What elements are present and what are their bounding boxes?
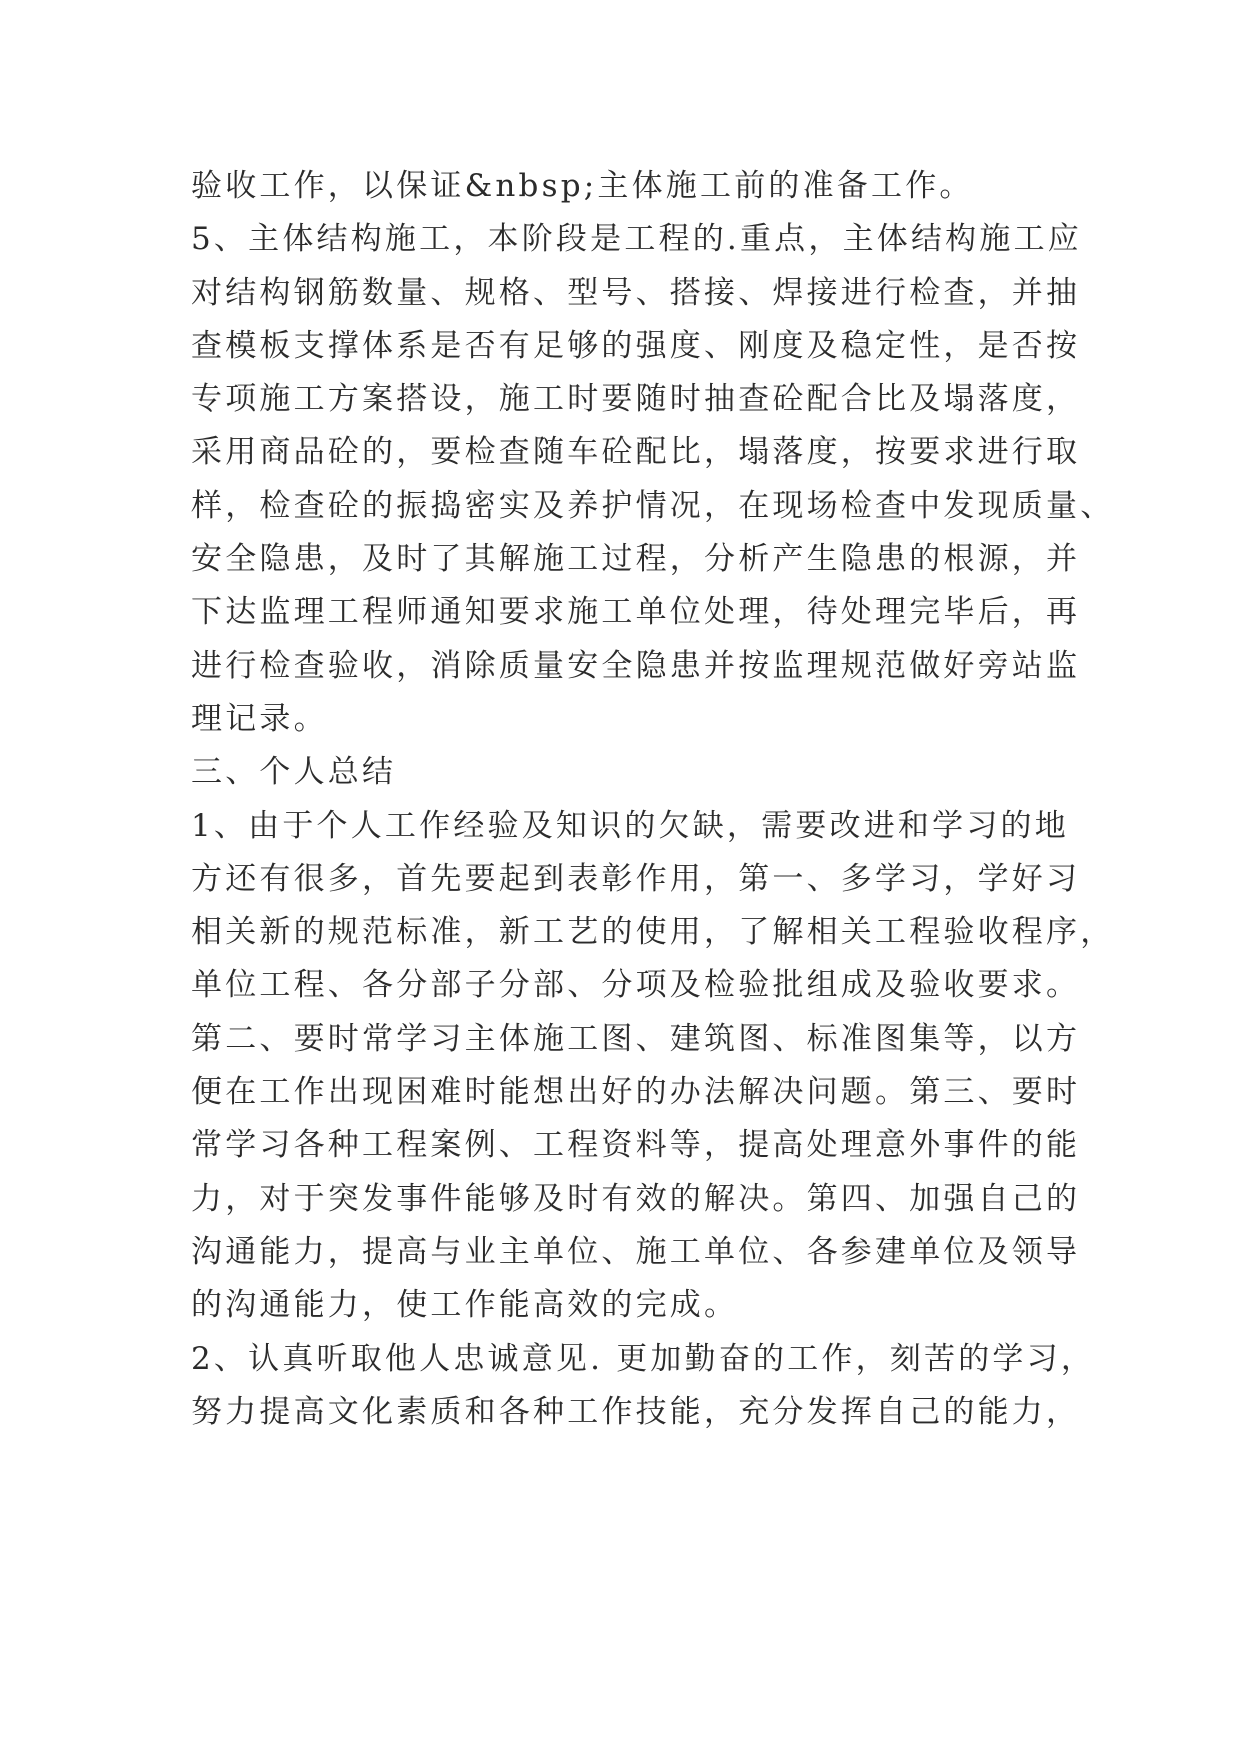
- text-line: 便在工作出现困难时能想出好的办法解决问题。第三、要时: [191, 1074, 1081, 1111]
- text-line: 单位工程、各分部子分部、分项及检验批组成及验收要求。: [191, 967, 1081, 1004]
- text-line: 力，对于突发事件能够及时有效的解决。第四、加强自己的: [191, 1180, 1081, 1217]
- text-line: 5、主体结构施工，本阶段是工程的.重点，主体结构施工应: [191, 221, 1082, 258]
- text-line: 努力提高文化素质和各种工作技能，充分发挥自己的能力，: [191, 1393, 1081, 1430]
- text-line: 安全隐患，及时了其解施工过程，分析产生隐患的根源，并: [191, 541, 1081, 578]
- text-line: 第二、要时常学习主体施工图、建筑图、标准图集等，以方: [191, 1020, 1081, 1057]
- text-line: 验收工作，以保证&nbsp;主体施工前的准备工作。: [191, 168, 974, 204]
- text-line: 理记录。: [191, 700, 328, 737]
- text-line: 沟通能力，提高与业主单位、施工单位、各参建单位及领导: [191, 1233, 1081, 1270]
- document-body: [191, 160, 1115, 1439]
- text-line: 方还有很多，首先要起到表彰作用，第一、多学习，学好习: [191, 860, 1081, 897]
- text-line: 常学习各种工程案例、工程资料等，提高处理意外事件的能: [191, 1127, 1081, 1164]
- text-line: 2、认真听取他人忠诚意见. 更加勤奋的工作，刻苦的学习，: [191, 1340, 1096, 1377]
- section-heading: 三、个人总结: [191, 754, 397, 791]
- text-line: 下达监理工程师通知要求施工单位处理，待处理完毕后，再: [191, 594, 1081, 631]
- text-line: 1、由于个人工作经验及知识的欠缺，需要改进和学习的地: [191, 807, 1069, 844]
- text-line: 的沟通能力，使工作能高效的完成。: [191, 1287, 739, 1324]
- text-line: 样，检查砼的振捣密实及养护情况，在现场检查中发现质量、: [191, 487, 1115, 524]
- text-line: 专项施工方案搭设，施工时要随时抽查砼配合比及塌落度，: [191, 381, 1081, 418]
- text-line: 相关新的规范标准，新工艺的使用，了解相关工程验收程序，: [191, 914, 1115, 951]
- text-line: 查模板支撑体系是否有足够的强度、刚度及稳定性，是否按: [191, 327, 1081, 364]
- text-line: 对结构钢筋数量、规格、型号、搭接、焊接进行检查，并抽: [191, 274, 1081, 311]
- text-line: 进行检查验收，消除质量安全隐患并按监理规范做好旁站监: [191, 647, 1081, 684]
- text-line: 采用商品砼的，要检查随车砼配比，塌落度，按要求进行取: [191, 434, 1081, 471]
